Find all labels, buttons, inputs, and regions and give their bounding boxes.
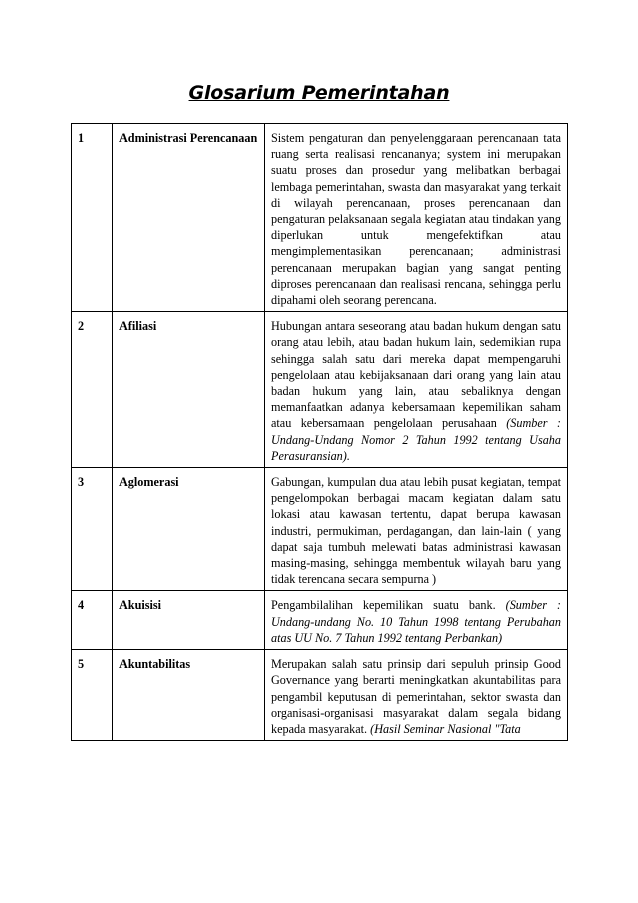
entry-definition: [265, 124, 568, 312]
entry-term: Akuisisi: [113, 591, 265, 650]
definition-text: Gabungan, kumpulan dua atau lebih pusat kegiatan, tempat pengelompokan berbagai macam kegiatan dalam satu lokasi atau kawasan tertentu, dapat berupa kawasan industri, permukiman, perdagangan, dan lain-lain ( yang dapat saja tumbuh melewati batas administrasi kawasan masing-masing, sehingga membentuk wilayah baru yang tidak terencana secara sempurna ): [271, 475, 561, 587]
page-title: Glosarium Pemerintahan: [188, 82, 450, 104]
entry-term: Afiliasi: [113, 312, 265, 468]
entry-definition: [265, 591, 568, 650]
table-row: [72, 312, 568, 468]
definition-text: Merupakan salah satu prinsip dari sepuluh prinsip Good Governance yang berarti meningkatkan akuntabilitas para pengambil keputusan di pemerintahan, sektor swasta dan organisasi-organisasi masyarakat dalam segala bidang kepada masyarakat.: [271, 657, 561, 736]
definition-citation: (Sumber : Undang-Undang Nomor 2 Tahun 1992 tentang Usaha Perasuransian).: [271, 416, 561, 463]
definition-text: Hubungan antara seseorang atau badan hukum dengan satu orang atau lebih, atau badan hukum lain, sedemikian rupa sehingga salah satu dari mereka dapat mempengaruhi pengelolaan atau kebijaksanaan dari orang yang lain atau badan hukum yang lain, atau sebaliknya dengan memanfaatkan adanya kebersamaan kepemilikan saham atau kebersamaan pengelolaan perusahaan: [271, 319, 561, 431]
definition-text: Pengambilalihan kepemilikan suatu bank.: [271, 598, 496, 613]
entry-number: 4: [72, 591, 113, 650]
entry-number: 1: [72, 124, 113, 312]
entry-definition: [265, 312, 568, 468]
entry-number: 3: [72, 468, 113, 591]
table-row: [72, 650, 568, 741]
entry-term: Administrasi Perencanaan: [113, 124, 265, 312]
definition-citation: (Hasil Seminar Nasional "Tata: [370, 721, 521, 736]
entry-definition: [265, 468, 568, 591]
entry-term: Akuntabilitas: [113, 650, 265, 741]
definition-citation: (Sumber : Undang-undang No. 10 Tahun 1998 tentang Perubahan atas UU No. 7 Tahun 1992 tentang Perbankan): [271, 598, 561, 645]
entry-term: Aglomerasi: [113, 468, 265, 591]
glossary-table: [71, 123, 568, 741]
table-row: [72, 591, 568, 650]
table-row: [72, 124, 568, 312]
entry-number: 2: [72, 312, 113, 468]
entry-definition: [265, 650, 568, 741]
entry-number: 5: [72, 650, 113, 741]
definition-text: Sistem pengaturan dan penyelenggaraan perencanaan tata ruang serta realisasi rencananya; system ini merupakan suatu proses dan prosedur yang melibatkan berbagai lembaga pemerintahan, swasta dan masyarakat yang terkait di wilayah perencanaan, proses perencanaan dan pengaturan pelaksanaan segala kegiatan atau tindakan yang diperlukan untuk mengefektifkan atau mengimplementasikan perencanaan; administrasi perencanaan merupakan bagian yang sangat penting diproses perencanaan dan realisasi rencana, sehingga perlu dipahami oleh seorang perencana.: [271, 131, 561, 308]
table-row: [72, 468, 568, 591]
